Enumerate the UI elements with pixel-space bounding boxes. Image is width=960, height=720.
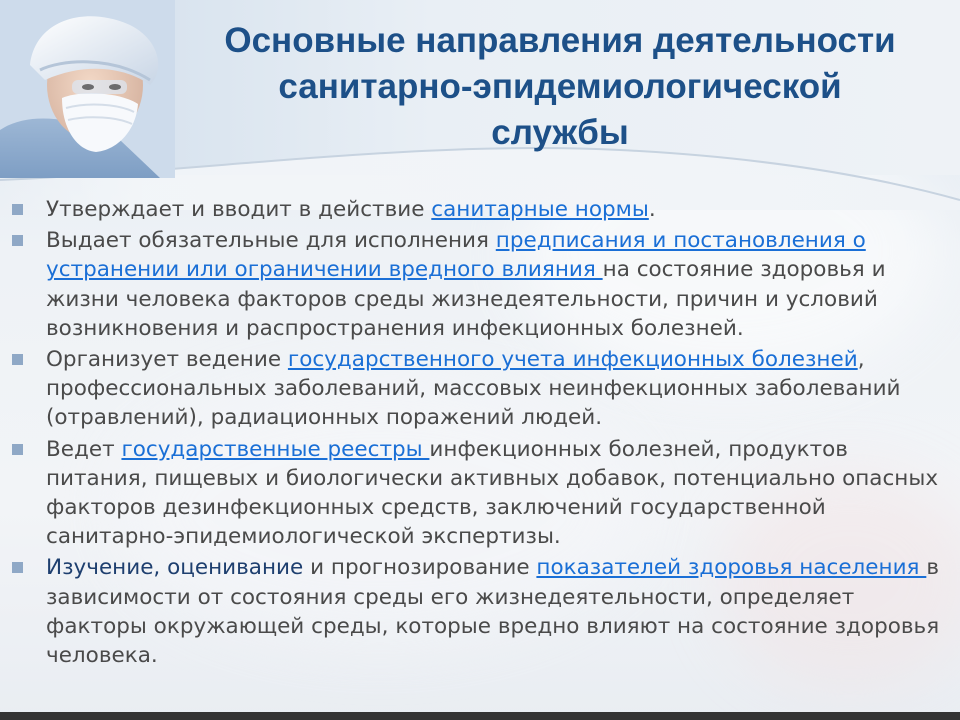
list-item [10,435,940,552]
title-line: санитарно-эпидемиологической [278,67,842,106]
list-item [10,226,940,343]
hyperlink-sanitary-norms[interactable]: санитарные нормы [431,197,649,222]
list-item [10,553,940,670]
square-bullet-icon [12,562,23,573]
surgeon-photo [0,0,175,178]
bullet-text: . [648,197,656,222]
bullet-text: и прогнозирование [303,555,537,581]
hyperlink-health-indicators[interactable]: показателей здоровья населения [536,555,927,581]
square-bullet-icon [12,444,23,455]
hyperlink-prescriptions[interactable]: предписания и постановления о устранении или ограничении вредного влияния [46,228,866,283]
list-item [10,345,940,433]
bottom-border [0,712,960,720]
surgeon-in-mask-photo [0,0,175,178]
title-line: службы [491,113,629,152]
bullet-text: , профессиональных заболеваний, массовых неинфекционных заболеваний (отравлений), радиационных поражений людей. [46,347,901,431]
bullet-text: Утверждает и вводит в действие [46,197,432,222]
bullet-text: на состояние здоровья и жизни человека факторов среды жизнедеятельности, причин и условий возникновения и распространения инфекционных болезней. [46,257,886,341]
bullet-text: в зависимости от состояния среды его жизнедеятельности, определяет факторы окружающей среды, которые вредно влияют на состояние здоровья человека. [46,555,940,669]
square-bullet-icon [12,235,23,246]
slide-title [175,18,945,156]
bullet-text: Организует ведение [46,347,288,373]
list-item [10,195,940,224]
bullet-text: инфекционных болезней, продуктов питания, пищевых и биологически активных добавок, потенциально опасных факторов дезинфекционных средств, заключений государственной санитарно-эпидемиологической экспертизы. [46,436,939,550]
bullet-text: Выдает обязательные для исполнения [46,228,496,254]
square-bullet-icon [12,204,23,215]
square-bullet-icon [12,354,23,365]
bullet-emphasis: Изучение, оценивание [46,555,304,581]
hyperlink-state-accounting[interactable]: государственного учета инфекционных болезней [287,347,858,373]
title-line: Основные направления деятельности [224,21,896,60]
hyperlink-state-registers[interactable]: государственные реестры [121,436,430,462]
bullet-text: Ведет [46,436,122,462]
bullet-list [10,195,940,672]
